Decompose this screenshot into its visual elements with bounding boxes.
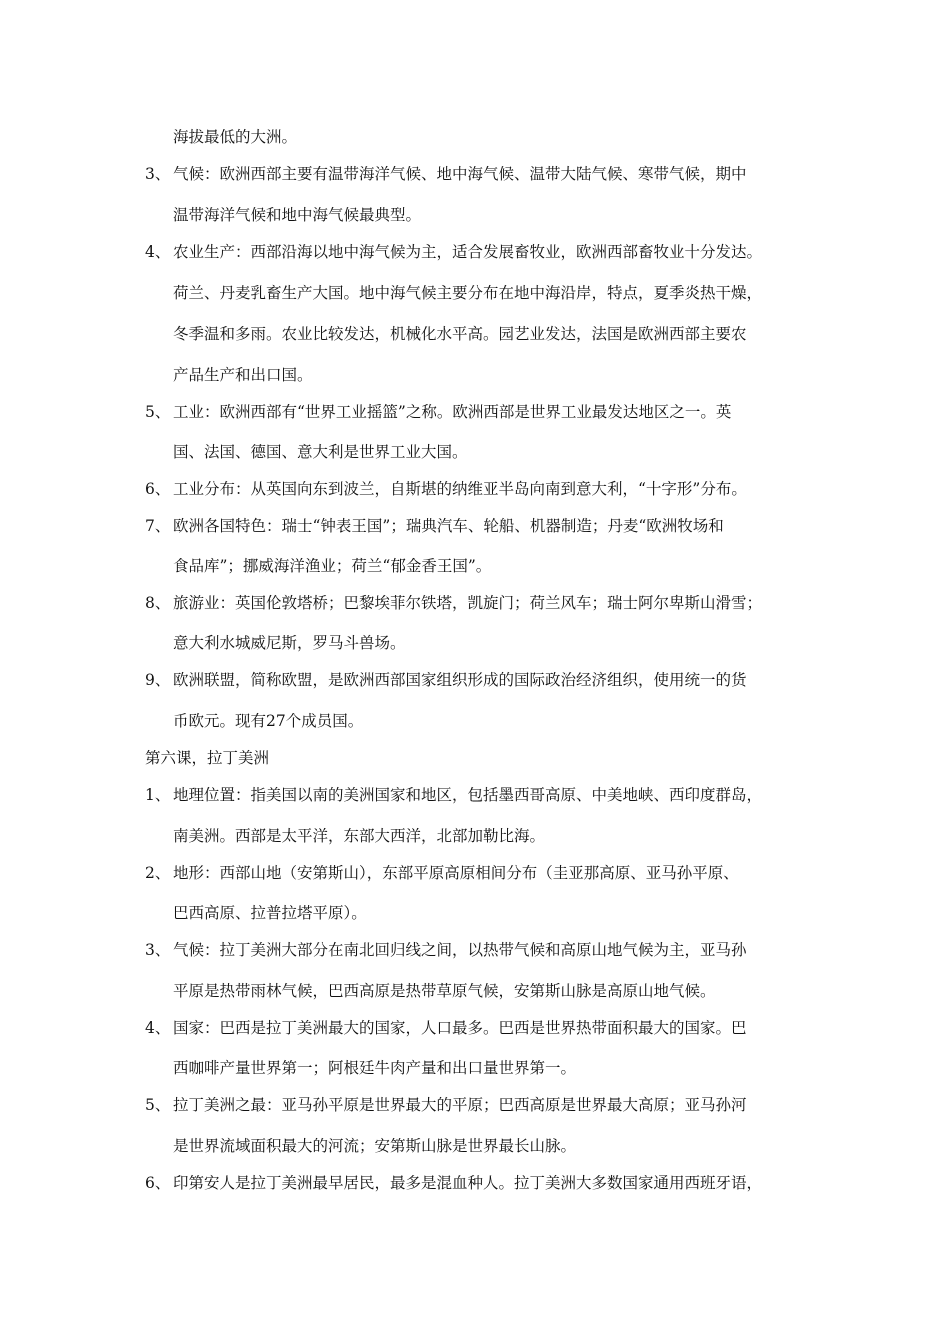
text-line: 平原是热带雨林气候，巴西高原是热带草原气候，安第斯山脉是高原山地气候。 (173, 982, 716, 1000)
list-number: 6、 (145, 1174, 171, 1192)
text-line: 国、法国、德国、意大利是世界工业大国。 (173, 443, 468, 461)
text-line: 欧洲联盟，简称欧盟，是欧洲西部国家组织形成的国际政治经济组织，使用统一的货 (173, 671, 747, 689)
text-line: 工业：欧洲西部有“世界工业摇篮”之称。欧洲西部是世界工业最发达地区之一。英 (173, 403, 732, 421)
list-number: 6、 (145, 480, 171, 498)
list-number: 7、 (145, 517, 171, 535)
list-number: 4、 (145, 1019, 171, 1037)
text-line: 地理位置：指美国以南的美洲国家和地区，包括墨西哥高原、中美地峡、西印度群岛， (173, 786, 763, 804)
text-line: 拉丁美洲之最：亚马孙平原是世界最大的平原；巴西高原是世界最大高原；亚马孙河 (173, 1096, 747, 1114)
text-line: 地形：西部山地（安第斯山），东部平原高原相间分布（圭亚那高原、亚马孙平原、 (173, 864, 739, 882)
text-line: 是世界流域面积最大的河流；安第斯山脉是世界最长山脉。 (173, 1137, 577, 1155)
text-line: 工业分布：从英国向东到波兰，自斯堪的纳维亚半岛向南到意大利，“十字形”分布。 (173, 480, 747, 498)
text-line: 海拔最低的大洲。 (173, 128, 298, 146)
text-line: 巴西高原、拉普拉塔平原）。 (173, 904, 367, 922)
text-line: 意大利水城威尼斯，罗马斗兽场。 (173, 634, 406, 652)
list-number: 5、 (145, 403, 171, 421)
list-number: 3、 (145, 941, 171, 959)
text-line: 旅游业：英国伦敦塔桥；巴黎埃菲尔铁塔，凯旋门；荷兰风车；瑞士阿尔卑斯山滑雪； (173, 594, 763, 612)
list-number: 9、 (145, 671, 171, 689)
text-line: 西咖啡产量世界第一；阿根廷牛肉产量和出口量世界第一。 (173, 1059, 577, 1077)
text-line: 气候：拉丁美洲大部分在南北回归线之间，以热带气候和高原山地气候为主，亚马孙 (173, 941, 747, 959)
text-line: 农业生产：西部沿海以地中海气候为主，适合发展畜牧业，欧洲西部畜牧业十分发达。 (173, 243, 763, 261)
text-line: 气候：欧洲西部主要有温带海洋气候、地中海气候、温带大陆气候、寒带气候，期中 (173, 165, 747, 183)
text-line: 荷兰、丹麦乳畜生产大国。地中海气候主要分布在地中海沿岸，特点，夏季炎热干燥， (173, 284, 763, 302)
text-line: 币欧元。现有27个成员国。 (173, 712, 364, 730)
list-number: 8、 (145, 594, 171, 612)
text-line: 产品生产和出口国。 (173, 366, 313, 384)
list-number: 4、 (145, 243, 171, 261)
lesson-heading: 第六课，拉丁美洲 (145, 749, 270, 767)
text-line: 国家：巴西是拉丁美洲最大的国家，人口最多。巴西是世界热带面积最大的国家。巴 (173, 1019, 747, 1037)
list-number: 3、 (145, 165, 171, 183)
text-line: 南美洲。西部是太平洋，东部大西洋，北部加勒比海。 (173, 827, 546, 845)
text-line: 印第安人是拉丁美洲最早居民，最多是混血种人。拉丁美洲大多数国家通用西班牙语， (173, 1174, 763, 1192)
text-line: 食品库”；挪威海洋渔业；荷兰“郁金香王国”。 (173, 557, 492, 575)
text-line: 温带海洋气候和地中海气候最典型。 (173, 206, 422, 224)
text-line: 冬季温和多雨。农业比较发达，机械化水平高。园艺业发达，法国是欧洲西部主要农 (173, 325, 747, 343)
list-number: 5、 (145, 1096, 171, 1114)
list-number: 1、 (145, 786, 171, 804)
list-number: 2、 (145, 864, 171, 882)
text-line: 欧洲各国特色：瑞士“钟表王国”；瑞典汽车、轮船、机器制造；丹麦“欧洲牧场和 (173, 517, 724, 535)
